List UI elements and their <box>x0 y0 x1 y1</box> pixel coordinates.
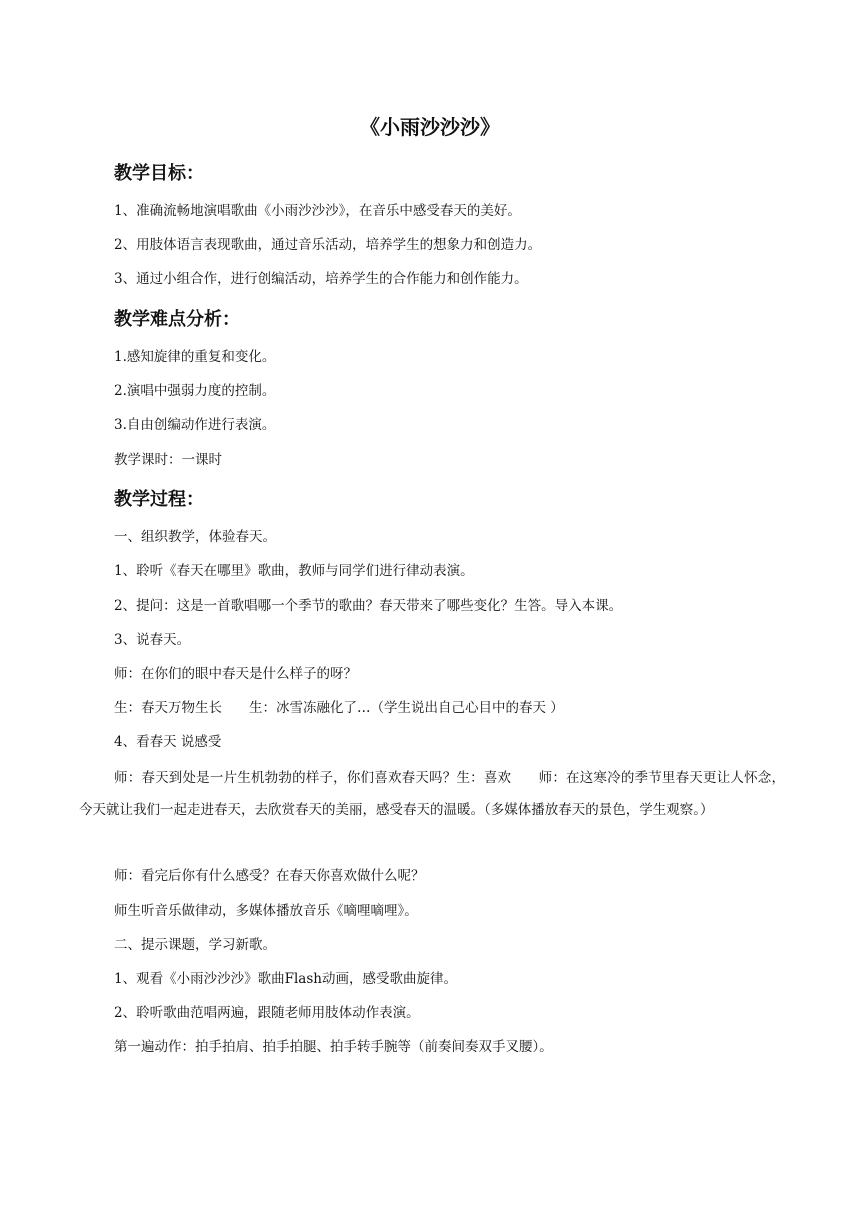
process-line: 生：春天万物生长 生：冰雪冻融化了…（学生说出自己心目中的春天 ） <box>114 700 564 716</box>
process-line: 师：看完后你有什么感受？在春天你喜欢做什么呢？ <box>114 868 425 884</box>
goal-item: 3、通过小组合作，进行创编活动，培养学生的合作能力和创作能力。 <box>114 271 528 287</box>
difficulty-item: 1.感知旋律的重复和变化。 <box>114 349 276 365</box>
process-line: 2、聆听歌曲范唱两遍，跟随老师用肢体动作表演。 <box>114 1005 420 1021</box>
process-line: 1、聆听《春天在哪里》歌曲，教师与同学们进行律动表演。 <box>114 563 474 579</box>
process-line: 二、提示课题，学习新歌。 <box>114 937 276 953</box>
process-line: 一、组织教学，体验春天。 <box>114 529 276 545</box>
goal-item: 2、用肢体语言表现歌曲，通过音乐活动，培养学生的想象力和创造力。 <box>114 237 542 253</box>
process-line: 第一遍动作：拍手拍肩、拍手拍腿、拍手转手腕等（前奏间奏双手叉腰）。 <box>114 1039 553 1055</box>
process-line: 1、观看《小雨沙沙沙》歌曲Flash动画，感受歌曲旋律。 <box>114 971 457 987</box>
process-line: 师：在你们的眼中春天是什么样子的呀？ <box>114 666 357 682</box>
difficulty-item: 3.自由创编动作进行表演。 <box>114 417 276 433</box>
difficulty-item: 2.演唱中强弱力度的控制。 <box>114 383 276 399</box>
process-paragraph: 师：春天到处是一片生机勃勃的样子，你们喜欢春天吗？生：喜欢 师：在这寒冷的季节里春天更让人怀念，今天就让我们一起走进春天，去欣赏春天的美丽，感受春天的温暖。（多媒体播放春天的景色，学生观察。） <box>79 770 785 818</box>
process-line: 2、提问：这是一首歌唱哪一个季节的歌曲？春天带来了哪些变化？生答。导入本课。 <box>114 598 623 614</box>
lesson-time: 教学课时：一课时 <box>114 452 222 468</box>
process-line: 3、说春天。 <box>114 632 191 648</box>
goals-heading: 教学目标： <box>114 163 204 184</box>
process-heading: 教学过程： <box>114 489 204 510</box>
document-title: 《小雨沙沙沙》 <box>360 115 500 139</box>
goal-item: 1、准确流畅地演唱歌曲《小雨沙沙沙》，在音乐中感受春天的美好。 <box>114 203 521 219</box>
process-line: 4、看春天 说感受 <box>114 734 222 750</box>
difficulty-heading: 教学难点分析： <box>114 309 240 330</box>
process-line: 师生听音乐做律动，多媒体播放音乐《嘀哩嘀哩》。 <box>114 903 418 919</box>
